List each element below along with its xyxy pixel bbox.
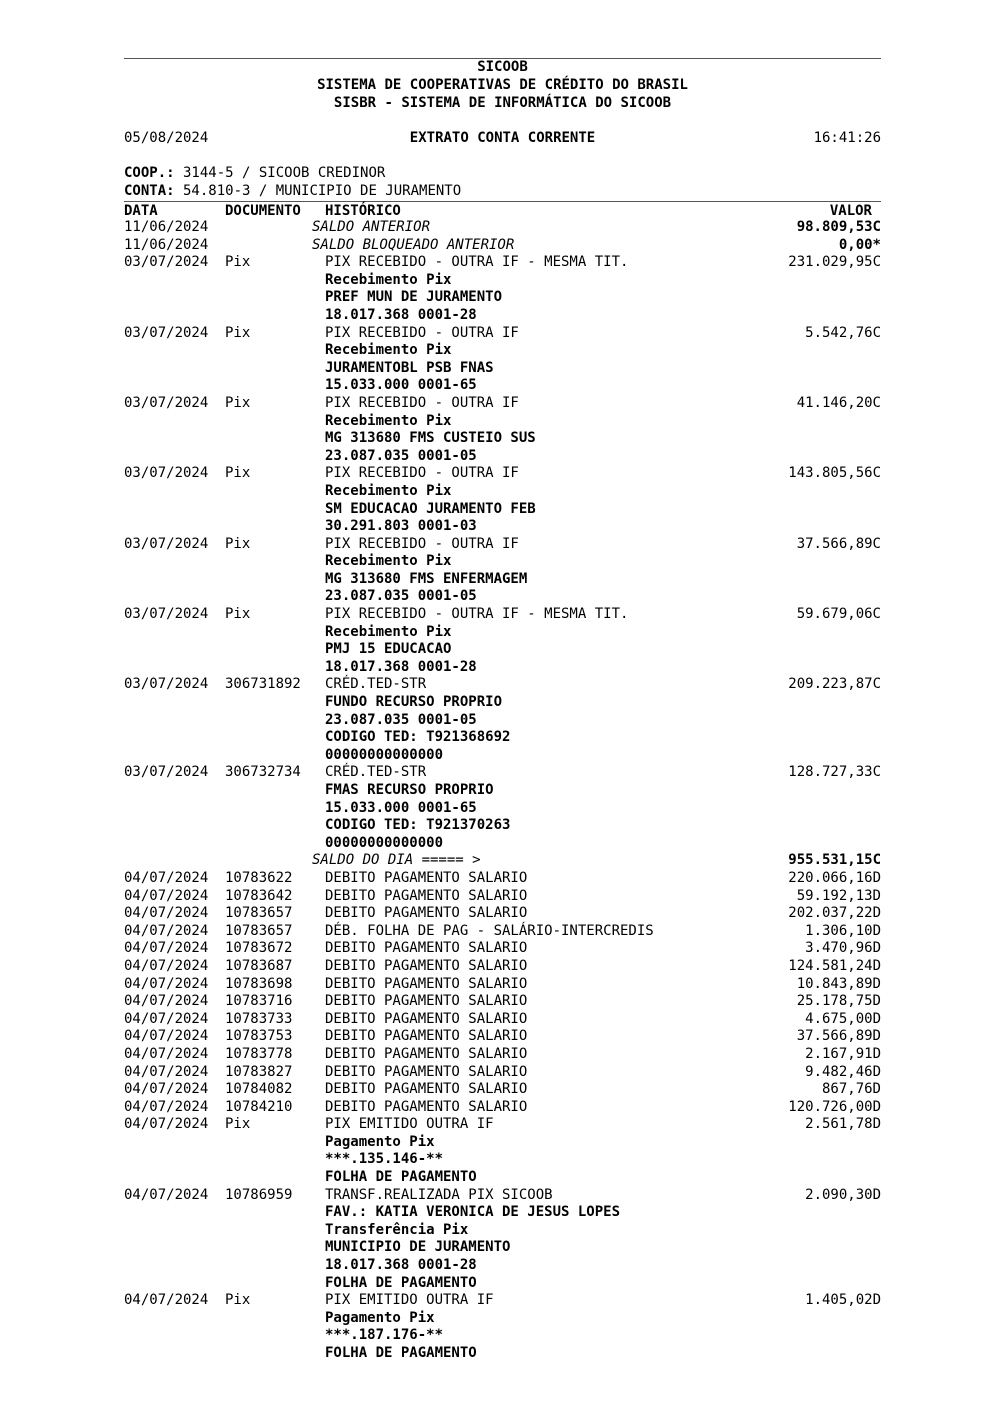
transaction-history: PIX RECEBIDO - OUTRA IF - MESMA TIT. <box>325 254 629 271</box>
transaction-history: DEBITO PAGAMENTO SALARIO <box>325 1028 528 1045</box>
transaction-detail-line <box>124 1134 881 1152</box>
transaction-value: 0,00* <box>838 236 881 253</box>
detail-text: 18.017.368 0001-28 <box>325 658 477 675</box>
transaction-document: 10783698 <box>225 975 293 992</box>
transaction-value: 98.809,53C <box>796 219 881 235</box>
account-info <box>124 182 461 200</box>
detail-text: JURAMENTOBL PSB FNAS <box>325 359 494 376</box>
detail-text: CODIGO TED: T921370263 <box>325 817 511 834</box>
detail-text: 23.087.035 0001-05 <box>325 588 477 605</box>
transaction-history: PIX RECEBIDO - OUTRA IF <box>325 535 519 552</box>
transaction-history: DEBITO PAGAMENTO SALARIO <box>325 905 528 922</box>
transaction-value: 37.566,89D <box>796 1028 881 1045</box>
detail-text: Recebimento Pix <box>325 623 452 640</box>
col-historico: HISTÓRICO <box>325 203 401 219</box>
detail-text: Pagamento Pix <box>325 1309 435 1326</box>
transaction-document: 10783657 <box>225 922 293 939</box>
coop-label: COOP.: <box>124 165 175 181</box>
transaction-history: DEBITO PAGAMENTO SALARIO <box>325 1063 528 1080</box>
transaction-detail-line <box>124 588 881 606</box>
transaction-value: 1.306,10D <box>805 922 881 939</box>
detail-text: SM EDUCACAO JURAMENTO FEB <box>325 500 536 517</box>
account-value: 54.810-3 / MUNICIPIO DE JURAMENTO <box>174 183 462 199</box>
transaction-value: 3.470,96D <box>805 940 881 957</box>
transaction-detail-line <box>124 1327 881 1345</box>
detail-text: Recebimento Pix <box>325 342 452 359</box>
transaction-history: DEBITO PAGAMENTO SALARIO <box>325 869 528 886</box>
transaction-detail-line <box>124 307 881 325</box>
detail-text: Recebimento Pix <box>325 482 452 499</box>
transaction-value: 2.561,78D <box>805 1116 881 1133</box>
transaction-value: 9.482,46D <box>805 1063 881 1080</box>
header-sisbr: SISBR - SISTEMA DE INFORMÁTICA DO SICOOB <box>333 95 672 111</box>
transaction-detail-line <box>124 712 881 730</box>
transaction-date: 11/06/2024 <box>124 219 209 235</box>
transaction-row <box>124 888 881 906</box>
transaction-date: 04/07/2024 <box>124 975 209 992</box>
transaction-document: 10786959 <box>225 1186 293 1203</box>
transaction-detail-line <box>124 553 881 571</box>
detail-text: Transferência Pix <box>325 1221 469 1238</box>
transaction-value: 202.037,22D <box>788 905 881 922</box>
transaction-value: 124.581,24D <box>788 957 881 974</box>
transaction-date: 04/07/2024 <box>124 957 209 974</box>
transaction-history: DÉB. FOLHA DE PAG - SALÁRIO-INTERCREDIS <box>325 922 654 939</box>
transaction-row <box>124 923 881 941</box>
transaction-history: TRANSF.REALIZADA PIX SICOOB <box>325 1186 553 1203</box>
detail-text: PREF MUN DE JURAMENTO <box>325 289 503 306</box>
transaction-detail-line <box>124 1204 881 1222</box>
transaction-row <box>124 325 881 343</box>
detail-text: 23.087.035 0001-05 <box>325 447 477 464</box>
transaction-history: SALDO BLOQUEADO ANTERIOR <box>312 236 515 253</box>
transaction-history: CRÉD.TED-STR <box>325 676 427 693</box>
transaction-detail-line <box>124 624 881 642</box>
column-header <box>124 201 881 220</box>
transaction-row <box>124 940 881 958</box>
transaction-row <box>124 219 881 237</box>
transaction-detail-line <box>124 694 881 712</box>
detail-text: FUNDO RECURSO PROPRIO <box>325 694 503 711</box>
transaction-date: 04/07/2024 <box>124 922 209 939</box>
transaction-date: 04/07/2024 <box>124 1098 209 1115</box>
transaction-date: 03/07/2024 <box>124 535 209 552</box>
transaction-value: 128.727,33C <box>788 764 881 781</box>
transaction-document: 10783778 <box>225 1045 293 1062</box>
transaction-row <box>124 1292 881 1310</box>
transaction-date: 04/07/2024 <box>124 993 209 1010</box>
account-label: CONTA: <box>124 183 175 199</box>
transaction-detail-line <box>124 571 881 589</box>
detail-text: CODIGO TED: T921368692 <box>325 729 511 746</box>
transaction-detail-line <box>124 430 881 448</box>
coop-value: 3144-5 / SICOOB CREDINOR <box>174 165 386 181</box>
transaction-detail-line <box>124 1257 881 1275</box>
col-valor: VALOR <box>829 203 872 219</box>
transaction-row <box>124 1064 881 1082</box>
transaction-value: 2.090,30D <box>805 1186 881 1203</box>
transaction-history: CRÉD.TED-STR <box>325 764 427 781</box>
transaction-date: 04/07/2024 <box>124 887 209 904</box>
transaction-date: 04/07/2024 <box>124 1186 209 1203</box>
col-data: DATA <box>124 203 158 219</box>
transaction-value: 2.167,91D <box>805 1045 881 1062</box>
transaction-row <box>124 1046 881 1064</box>
transaction-document: Pix <box>225 324 251 341</box>
transaction-detail-line <box>124 1275 881 1293</box>
transaction-date: 04/07/2024 <box>124 1081 209 1098</box>
transaction-detail-line <box>124 729 881 747</box>
transaction-detail-line <box>124 800 881 818</box>
transaction-document: 10783753 <box>225 1028 293 1045</box>
transaction-detail-line <box>124 659 881 677</box>
transaction-document: Pix <box>225 1292 251 1309</box>
transaction-value: 143.805,56C <box>788 465 881 482</box>
detail-text: 15.033.000 0001-65 <box>325 377 477 394</box>
transaction-history: PIX EMITIDO OUTRA IF <box>325 1292 494 1309</box>
transaction-history: SALDO ANTERIOR <box>312 219 431 235</box>
transaction-history: PIX RECEBIDO - OUTRA IF <box>325 324 519 341</box>
transaction-row <box>124 1081 881 1099</box>
transaction-detail-line <box>124 360 881 378</box>
transaction-document: Pix <box>225 394 251 411</box>
transaction-document: Pix <box>225 254 251 271</box>
col-documento: DOCUMENTO <box>225 203 301 219</box>
detail-text: Recebimento Pix <box>325 412 452 429</box>
transaction-row <box>124 958 881 976</box>
transaction-document: Pix <box>225 465 251 482</box>
meta-line <box>124 129 881 147</box>
transaction-detail-line <box>124 1310 881 1328</box>
transaction-detail-line <box>124 1239 881 1257</box>
transaction-detail-line <box>124 289 881 307</box>
transaction-value: 209.223,87C <box>788 676 881 693</box>
detail-text: FAV.: KATIA VERONICA DE JESUS LOPES <box>325 1204 621 1221</box>
detail-text: 23.087.035 0001-05 <box>325 711 477 728</box>
detail-text: PMJ 15 EDUCACAO <box>325 641 452 658</box>
transaction-list <box>124 219 881 1363</box>
transaction-date: 03/07/2024 <box>124 764 209 781</box>
transaction-date: 04/07/2024 <box>124 1063 209 1080</box>
transaction-history: DEBITO PAGAMENTO SALARIO <box>325 940 528 957</box>
transaction-row <box>124 993 881 1011</box>
transaction-detail-line <box>124 1169 881 1187</box>
transaction-detail-line <box>124 1345 881 1363</box>
detail-text: 18.017.368 0001-28 <box>325 1257 477 1274</box>
transaction-row <box>124 870 881 888</box>
detail-text: FOLHA DE PAGAMENTO <box>325 1169 477 1186</box>
transaction-row <box>124 395 881 413</box>
transaction-document: Pix <box>225 1116 251 1133</box>
transaction-history: DEBITO PAGAMENTO SALARIO <box>325 993 528 1010</box>
transaction-history: DEBITO PAGAMENTO SALARIO <box>325 975 528 992</box>
transaction-history: DEBITO PAGAMENTO SALARIO <box>325 887 528 904</box>
statement-time: 16:41:26 <box>813 130 881 146</box>
transaction-value: 120.726,00D <box>788 1098 881 1115</box>
transaction-date: 03/07/2024 <box>124 676 209 693</box>
transaction-history: DEBITO PAGAMENTO SALARIO <box>325 1010 528 1027</box>
transaction-date: 03/07/2024 <box>124 254 209 271</box>
transaction-document: 10783622 <box>225 869 293 886</box>
transaction-date: 03/07/2024 <box>124 394 209 411</box>
transaction-history: PIX RECEBIDO - OUTRA IF <box>325 465 519 482</box>
header-bank-name: SICOOB <box>477 59 528 75</box>
detail-text: Pagamento Pix <box>325 1133 435 1150</box>
detail-text: Recebimento Pix <box>325 553 452 570</box>
transaction-date: 11/06/2024 <box>124 236 209 253</box>
transaction-row <box>124 676 881 694</box>
transaction-date: 03/07/2024 <box>124 606 209 623</box>
transaction-document: Pix <box>225 535 251 552</box>
transaction-detail-line <box>124 483 881 501</box>
detail-text: MG 313680 FMS CUSTEIO SUS <box>325 430 536 447</box>
transaction-document: 10783733 <box>225 1010 293 1027</box>
transaction-history: DEBITO PAGAMENTO SALARIO <box>325 1081 528 1098</box>
transaction-document: 10783672 <box>225 940 293 957</box>
transaction-document: 10783827 <box>225 1063 293 1080</box>
transaction-value: 59.192,13D <box>796 887 881 904</box>
transaction-history: PIX RECEBIDO - OUTRA IF <box>325 394 519 411</box>
detail-text: MG 313680 FMS ENFERMAGEM <box>325 570 528 587</box>
transaction-date: 04/07/2024 <box>124 940 209 957</box>
transaction-row <box>124 1116 881 1134</box>
transaction-value: 231.029,95C <box>788 254 881 271</box>
transaction-document: 10783716 <box>225 993 293 1010</box>
detail-text: ***.135.146-** <box>325 1151 444 1168</box>
transaction-row <box>124 237 881 255</box>
transaction-detail-line <box>124 747 881 765</box>
transaction-detail-line <box>124 413 881 431</box>
transaction-value: 867,76D <box>821 1081 881 1098</box>
transaction-value: 10.843,89D <box>796 975 881 992</box>
transaction-row <box>124 1011 881 1029</box>
transaction-detail-line <box>124 817 881 835</box>
transaction-detail-line <box>124 501 881 519</box>
transaction-row <box>124 764 881 782</box>
detail-text: FOLHA DE PAGAMENTO <box>325 1345 477 1361</box>
transaction-row <box>124 1028 881 1046</box>
transaction-value: 220.066,16D <box>788 869 881 886</box>
transaction-row <box>124 976 881 994</box>
transaction-row <box>124 905 881 923</box>
transaction-detail-line <box>124 782 881 800</box>
transaction-row <box>124 1099 881 1117</box>
transaction-date: 04/07/2024 <box>124 1116 209 1133</box>
transaction-value: 4.675,00D <box>805 1010 881 1027</box>
transaction-value: 5.542,76C <box>805 324 881 341</box>
transaction-date: 04/07/2024 <box>124 1028 209 1045</box>
transaction-date: 03/07/2024 <box>124 465 209 482</box>
transaction-detail-line <box>124 641 881 659</box>
detail-text: 00000000000000 <box>325 746 444 763</box>
transaction-detail-line <box>124 342 881 360</box>
transaction-history: DEBITO PAGAMENTO SALARIO <box>325 1098 528 1115</box>
transaction-date: 04/07/2024 <box>124 869 209 886</box>
detail-text: 15.033.000 0001-65 <box>325 799 477 816</box>
transaction-document: 10783687 <box>225 957 293 974</box>
detail-text: 18.017.368 0001-28 <box>325 306 477 323</box>
transaction-detail-line <box>124 272 881 290</box>
detail-text: FOLHA DE PAGAMENTO <box>325 1274 477 1291</box>
detail-text: MUNICIPIO DE JURAMENTO <box>325 1239 511 1256</box>
detail-text: 00000000000000 <box>325 834 444 851</box>
transaction-document: 306732734 <box>225 764 301 781</box>
transaction-detail-line <box>124 1151 881 1169</box>
transaction-detail-line <box>124 448 881 466</box>
transaction-value: 37.566,89C <box>796 535 881 552</box>
transaction-row <box>124 606 881 624</box>
transaction-document: 10784082 <box>225 1081 293 1098</box>
transaction-history: PIX EMITIDO OUTRA IF <box>325 1116 494 1133</box>
statement-date: 05/08/2024 <box>124 130 209 146</box>
transaction-date: 04/07/2024 <box>124 1010 209 1027</box>
transaction-detail-line <box>124 518 881 536</box>
transaction-value: 1.405,02D <box>805 1292 881 1309</box>
transaction-history: DEBITO PAGAMENTO SALARIO <box>325 1045 528 1062</box>
transaction-value: 955.531,15C <box>788 852 881 869</box>
statement-title: EXTRATO CONTA CORRENTE <box>409 130 596 146</box>
transaction-document: 10783657 <box>225 905 293 922</box>
transaction-date: 03/07/2024 <box>124 324 209 341</box>
detail-text: ***.187.176-** <box>325 1327 444 1344</box>
transaction-value: 25.178,75D <box>796 993 881 1010</box>
detail-text: 30.291.803 0001-03 <box>325 518 477 535</box>
transaction-row <box>124 1187 881 1205</box>
transaction-document: Pix <box>225 606 251 623</box>
transaction-value: 59.679,06C <box>796 606 881 623</box>
transaction-history: SALDO DO DIA ===== > <box>312 852 481 869</box>
transaction-row <box>124 465 881 483</box>
transaction-value: 41.146,20C <box>796 394 881 411</box>
transaction-date: 04/07/2024 <box>124 1292 209 1309</box>
transaction-history: PIX RECEBIDO - OUTRA IF - MESMA TIT. <box>325 606 629 623</box>
transaction-row <box>124 536 881 554</box>
transaction-detail-line <box>124 377 881 395</box>
transaction-date: 04/07/2024 <box>124 905 209 922</box>
transaction-date: 04/07/2024 <box>124 1045 209 1062</box>
detail-text: Recebimento Pix <box>325 271 452 288</box>
transaction-document: 10784210 <box>225 1098 293 1115</box>
detail-text: FMAS RECURSO PROPRIO <box>325 782 494 798</box>
transaction-row <box>124 852 881 870</box>
transaction-row <box>124 254 881 272</box>
transaction-document: 306731892 <box>225 676 301 693</box>
transaction-history: DEBITO PAGAMENTO SALARIO <box>325 957 528 974</box>
header-system-name: SISTEMA DE COOPERATIVAS DE CRÉDITO DO BRASIL <box>317 77 688 93</box>
coop-info <box>124 164 385 182</box>
transaction-detail-line <box>124 1222 881 1240</box>
transaction-detail-line <box>124 835 881 853</box>
transaction-document: 10783642 <box>225 887 293 904</box>
